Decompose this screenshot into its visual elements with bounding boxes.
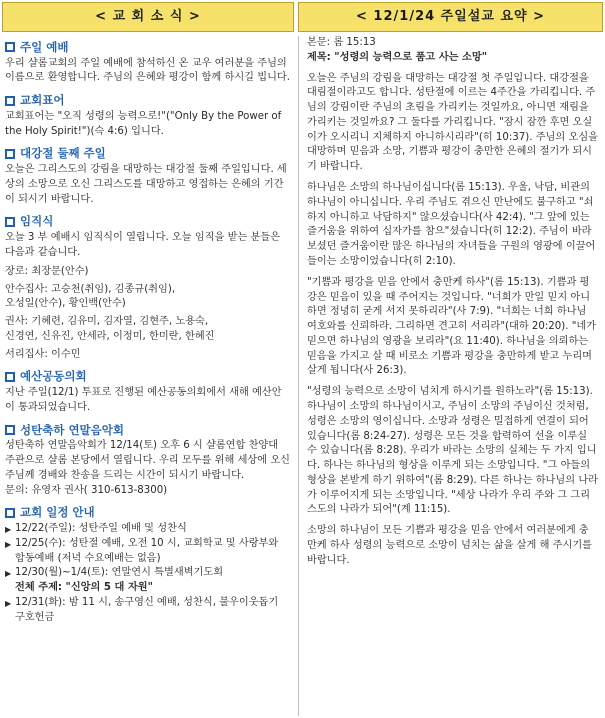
schedule-item-text: 12/22(주일): 성탄주일 예배 및 성찬식 bbox=[15, 523, 187, 535]
concert-title: 성탄축하 연말음악회 bbox=[20, 422, 124, 437]
list-item bbox=[5, 537, 290, 567]
acting-deacon-line: 서리집사: 이수민 bbox=[5, 348, 81, 360]
schedule-item-text: 12/25(수): 성탄절 예배, 오전 10 시, 교회학교 및 사랑부와 합동예배 (저녁 수요예배는 없음) bbox=[15, 537, 279, 564]
sermon-summary-heading: < 12/1/24 주일설교 요약 > bbox=[298, 2, 603, 32]
motto-section bbox=[5, 92, 290, 139]
motto-title: 교회표어 bbox=[20, 93, 65, 108]
advent-title: 대강절 둘째 주일 bbox=[20, 146, 106, 161]
schedule-section bbox=[5, 504, 290, 625]
sermon-header bbox=[307, 36, 598, 66]
sermon-paragraph: 소망의 하나님이 모든 기쁨과 평강을 믿음 안에서 여러분에게 충만케 하사 성령의 능력으로 소망이 넘치는 삶을 살게 해 주시기를 바랍니다. bbox=[307, 525, 593, 566]
sermon-paragraph: "기쁨과 평강을 믿음 안에서 충만케 하사"(롬 15:13). 기쁨과 평강은 믿음이 있을 때 주어지는 것입니다. "너희가 만일 믿지 아니하면 정녕히 굳게 서지 못하리라"(사 7:9). "너희는 너희 하나님 여호와를 신뢰하라. 그리하면 견고히 서리라"(대하 20:20). "네가 믿으면 하나님의 영광을 보리라"(요 11:40). 하나님을 의뢰하는 믿음을 가지고 살 때 비로소 기쁨과 평강을 충만하게 받고 누리며 살게 됩니다(사 26:3). bbox=[307, 276, 597, 377]
square-bullet-icon bbox=[5, 42, 15, 52]
square-bullet-icon bbox=[5, 96, 15, 106]
square-bullet-icon bbox=[5, 372, 15, 382]
sermon-paragraph: "성령의 능력으로 소망이 넘치게 하시기를 원하노라"(롬 15:13). 하나님이 소망의 하나님이시고, 주님이 소망의 주님이신 것처럼, 성령은 소망의 영이십니다. 소망과 성령은 밀접하게 연결이 되어 있습니다(롬 8:24-27). 성령은 모든 것을 합력하여 선을 이루실 수 있습니다(롬 8:28). 우리가 바라는 소망의 실체는 두 가지 입니다. 하나는 하나님의 형상을 이루게 되는 소망입니다. "그 아들의 형상을 본받게 하기 위하여"(롬 8:29). 다른 하나는 하나님의 나라가 이루어지게 되는 소망입니다. "세상 나라가 우리 주와 그 그리스도의 나라가 되어"(계 11:15). bbox=[307, 386, 598, 516]
schedule-title: 교회 일정 안내 bbox=[20, 505, 95, 520]
budget-section bbox=[5, 368, 290, 415]
worship-body: 우리 샬롬교회의 주일 예배에 참석하신 온 교우 여러분을 주님의 이름으로 환영합니다. 주님의 은혜와 평강이 함께 하시길 빕니다. bbox=[5, 57, 290, 84]
appointment-title: 임직식 bbox=[20, 214, 54, 229]
concert-body: 성탄축하 연말음악회가 12/14(토) 오후 6 시 샬롬연합 찬양대 주관으로 샬롬 본당에서 열립니다. 우리 모두를 위해 세상에 오신 주님께 경배와 찬송을 드리는 시간이 되시기 바랍니다. bbox=[5, 440, 290, 481]
square-bullet-icon bbox=[5, 425, 15, 435]
sermon-paragraph: 오늘은 주님의 강림을 대망하는 대강절 첫 주일입니다. 대강절을 대림절이라고도 합니다. 성탄절에 이르는 4주간을 가리킵니다. 주님의 강림이란 주님의 초림을 가리키는 것일까요, 아니면 재림을 가리키는 것일까요? 그 둘다를 가리킵니다. "잠시 잠깐 후면 오실 이가 오시리니 지체하지 아니하시리라"(히 10:37). 주님의 오심을 대망하며 믿음과 소망, 기쁨과 평강이 충만한 은혜의 절기가 되시기 바랍니다. bbox=[307, 72, 598, 173]
sermon-paragraph: 하나님은 소망의 하나님이십니다(롬 15:13). 우울, 낙담, 비관의 하나님이 아니십니다. 우리 주님도 겪으신 만난에도 불구하고 "쇠하지 아니하고 낙담하지" 않으셨습니다(사 42:4). "그 앞에 있는 즐거움을 위하여 십자가를 참으"셨습니다(히 12:2). 주님이 바라보셨던 즐거움이란 많은 하나님의 자녀들을 구원의 영광에 이끌어 들이는 소망이었습니다(히 2:10). bbox=[307, 182, 596, 267]
appointment-body: 오늘 3 부 예배시 임직식이 열립니다. 오늘 임직을 받는 분들은 다음과 같습니다. bbox=[5, 232, 281, 258]
triangle-bullet-icon: ▶ bbox=[5, 569, 12, 579]
section-heading bbox=[5, 145, 290, 162]
elder-line: 장로: 최장문(안수) bbox=[5, 265, 89, 277]
kwonsa-line-2: 신경연, 신유진, 안세라, 이정미, 한미란, 한혜진 bbox=[5, 330, 215, 342]
square-bullet-icon bbox=[5, 508, 15, 518]
appointment-section bbox=[5, 213, 290, 362]
church-news-heading: < 교 회 소 식 > bbox=[2, 2, 294, 32]
budget-title: 예산공동의회 bbox=[20, 369, 87, 384]
section-heading bbox=[5, 368, 290, 385]
sermon-summary-column bbox=[298, 36, 598, 716]
kwonsa-line-1: 권사: 기혜련, 김유미, 김자열, 김현주, 노용숙, bbox=[5, 316, 209, 328]
section-heading bbox=[5, 422, 290, 439]
schedule-item-text: 12/30(월)~1/4(토): 연말연시 특별새벽기도회 bbox=[15, 567, 224, 579]
square-bullet-icon bbox=[5, 217, 15, 227]
deacon-line-2: 오성일(안수), 황인백(안수) bbox=[5, 298, 126, 310]
list-item bbox=[5, 566, 290, 581]
section-heading bbox=[5, 39, 290, 56]
square-bullet-icon bbox=[5, 149, 15, 159]
advent-body: 오늘은 그리스도의 강림을 대망하는 대강절 둘째 주일입니다. 세상의 소망으로 오신 그리스도를 대망하고 영접하는 은혜의 기간이 되시기 바랍니다. bbox=[5, 164, 287, 205]
worship-section bbox=[5, 39, 290, 86]
section-heading bbox=[5, 504, 290, 521]
concert-section bbox=[5, 422, 290, 499]
header-bar bbox=[2, 2, 603, 32]
sermon-title: 제목: "성령의 능력으로 품고 사는 소망" bbox=[307, 51, 488, 63]
list-item bbox=[5, 596, 290, 626]
triangle-bullet-icon: ▶ bbox=[5, 525, 12, 535]
sermon-text-reference: 본문: 롬 15:13 bbox=[307, 37, 376, 48]
triangle-bullet-icon: ▶ bbox=[5, 539, 12, 549]
worship-title: 주일 예배 bbox=[20, 40, 69, 54]
schedule-item-text: 12/31(화): 밤 11 시, 송구영신 예배, 성찬식, 불우이웃돕기 구호헌금 bbox=[15, 597, 279, 623]
list-item bbox=[5, 522, 290, 537]
section-heading bbox=[5, 213, 290, 230]
triangle-bullet-icon: ▶ bbox=[5, 599, 12, 609]
deacon-line-1: 안수집사: 고승천(취임), 김종규(취임), bbox=[5, 283, 176, 295]
section-heading bbox=[5, 92, 290, 109]
budget-body: 지난 주일(12/1) 투표로 진행된 예산공동의회에서 새해 예산안이 통과되었습니다. bbox=[5, 387, 282, 413]
advent-section bbox=[5, 145, 290, 207]
schedule-theme: 전체 주제: "신앙의 5 대 자원" bbox=[15, 582, 153, 594]
church-news-column bbox=[5, 36, 290, 716]
concert-contact: 문의: 유영자 권사( 310-613-8300) bbox=[5, 484, 168, 496]
motto-body: 교회표어는 "오직 성령의 능력으로!"("Only By the Power of the Holy Spirit!")(슥 4:6) 입니다. bbox=[5, 110, 282, 137]
